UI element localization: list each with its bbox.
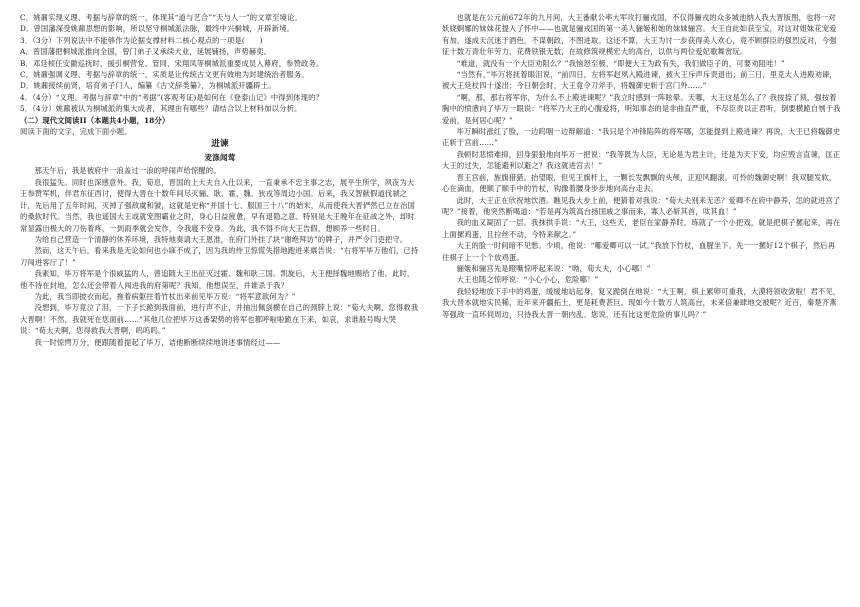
article-paragraph: 我的血又凝固了一层。我抹拱手说：“大王，这些天，老臣在家静养时，练就了一个小把戏，就是把棋子摞起来，再在上面摞鸡蛋，且拉丝不动，今特来献之。” — [442, 218, 841, 239]
article-paragraph: “啊，那，那右将军你，为什么不上殿进谏呢？”我立时感到一阵眩晕。天哪，大王这是怎么了？我按捺了须，强按着胸中的愤懑向了毕万一眼说：“将军乃大王的心腹爱将，明知事态的是非曲直严重，不尽臣责以正君听，倒要横跪自刎于我爱前，是何居心呢？” — [442, 92, 841, 125]
article-author: 麦涤闻莺 — [204, 153, 236, 163]
article-paragraph: 毕万瞬时涨红了脸，一边呜咽一边辩解道：“我只是个冲锋陷阵的将军哪，怎能提到上殿进谏？再说，大王已将魏御史正斩于宫前……” — [442, 127, 841, 148]
question-3: 3．（3分）下列说法中不能够作为论据支撑材料二核心观点的一项是( ) — [20, 35, 263, 45]
question-3-option-b: B．邓廷桢任安徽巡抚时，援引桐营党、管同、宋翔凤等桐城派重要成员入幕府，参赞政务。 — [20, 58, 324, 68]
reading-instruction: 阅读下面的文字，完成下面小题。 — [20, 127, 132, 137]
article-paragraph: 为此，我当即披衣而起，拖着病躯拄着竹杖出来前见毕万说：“将军意欲何为？” — [34, 291, 296, 301]
article-paragraph: 骊姬和骊宫先是瞪嘴惊呼起来说：“呦，荀大夫，小心哪！” — [456, 263, 651, 273]
article-paragraph: 也就是在公元前672年的九月间，大王番献公率大军攻打骊戎国，不仅得骊戎的众多城池纳入我大晋版图，也将一对妖娆婀娜的妹妹花提入了怀中——也就是骊戎国的第一美人骊姬和她的妹妹骊宫。大王自此如获至宝，对这对姐妹花宠爱有加，遂成天沉迷于酒色，不谋朝政，不图进取。这还不算，大王为讨一步获得美人欢心，竟不顾群臣的强烈反对，今强征十数万青壮年劳力，花费铁银无数，在故修筑规模宏大的高台，以供与两位爱妃歌舞赏玩。 — [442, 13, 837, 57]
article-paragraph: 没想到，毕万竟泣了泪，一下子长跪到我面前，进行声不止，并抽出佩剑横在自己的颈脖上说：“荀大夫啊，您得救我大晋啊！不然，我就死在您面前……”其他几位把毕万这番架势的将军也都呼啦啦跪在下来，如哀，求谁般号啕大哭说：“荀大夫啊，您得救我大晋啊，呜呜呜。” — [20, 303, 419, 336]
article-paragraph: 那天午后，我是被府中一浪盖过一浪的呼闹声给惊醒的。 — [34, 166, 221, 176]
article-paragraph: 然而，这天午后，看来我是无论如何也小寐不成了，因为我的侍卫惊慌失措地跑进来禀告说：“右将军毕万他们，已持刀闯进客厅了！” — [20, 246, 419, 267]
article-paragraph: 我素知，毕万将军是个很威猛的人，曾追随大王出征灭过霍、魏和耿三国。凯旋后，大王便择魏地赐给了他。此时，他不待在封地，怎么还会带着人闯进我的府第呢？我知，他想误至，并谁杀于我？ — [20, 269, 415, 290]
article-paragraph: “难道，就没有一个大臣劝阻么？”我恼怒至极，“即便大王为政有失，我们做臣子的，可要劝阻哇！” — [456, 58, 785, 68]
article-paragraph: 大王也随之惊呼说：“小心小心，危险哪！” — [456, 275, 599, 285]
question-3-option-d: D．姚鼐接续前贤，培育弟子门人，编纂《古文辞类纂》，为桐城派开疆辟土。 — [20, 81, 276, 91]
article-paragraph: 此时，大王正在欣祝地饮酒。瞧见我大步上前，便猜着对我说：“荀大夫别来无恙？爱卿不在府中静养，怎的就进宫了呢？”接着，他突然断喝道：“若是再为筑高台扬国戚之事而来，寡人必斩其首，呔其血！” — [442, 195, 841, 216]
question-5: 5．（4分）姚鼐被认为桐城派的集大成者，其理由有哪些？请结合以上材料加以分析。 — [20, 104, 302, 114]
article-paragraph: 我一时惊愕万分，便跟随着提起了毕万，诘他断断续续地讲述事情经过—— — [34, 337, 281, 347]
question-3-option-a: A．曾国藩把桐城派推向全国，曾门弟子又承续大业，延展铺扬，声势赫奕。 — [20, 47, 272, 57]
article-paragraph: 为给自己营造一个清静的休养环境，我特地奏请大王恩准，在府门外挂了块“谢绝拜访”的牌子，并严令门吏把守。 — [34, 234, 408, 244]
article-paragraph: 我轻轻地放下手中的鸡蛋，缓缓地站起身，复又跪倒在地说：“大王啊，棋上累卵可重我，大漠将领收敛啦！君不见，我大晋本就地实民稀，近年来开疆拓土，更是耗费甚巨。现如今十数万人筑高台，未来倍兼肆地交被呢？近百，秦楚齐燕等强敌一直环伺周边，只待我大晋一朝内乱。您说，还有比这更危险的事儿吗？” — [442, 286, 841, 319]
section-heading: （二）现代文阅读II（本题共4小题，18分） — [20, 115, 170, 125]
article-paragraph: 我很猛失。同时也深感意外。我，荀息，晋国的上大夫自入仕以来，一直秉承不忠主事之志，展平生所学，夙夜为大王参赞军机，伴君东征西讨，使得大晋在十数年间尽灭骊、耿、霍、魏、狄戎等周边小国。后来，我又智献假道伐虢之计，先后用了五年时间，灭掉了强敌虞和虢，这就是史称“并国十七、服国三十八”的始末，从而使我大晋俨然已立在治国的桑软时代。当然，我也遥国大王或就宠图霸业之时，身心日益疲惫，早有退隐之意。特别是大王晚年在征战之外，却时常显露出极大的刀伤着疼，一到雨季就会发作，令我寝不安身。为此，我不得不向大王告假，想顾养一些时日。 — [20, 177, 415, 233]
article-title: 进谏 — [211, 139, 229, 150]
option-d: D．曾国藩深受姚鼐思想的影响，所以坚守桐城派法脉，最终中兴桐城，开辟新境。 — [20, 24, 295, 34]
article-paragraph: “当然有，”毕万将抚着眼泪说，“前四日，左将军赵夙入殿进谏，被大王斥声斥责退出；前三日，里克大人进殿劝谏，被大王廷杖四十遂出；今日朝会时，大王竟令刀斧手，将魏御史斩于宫门外……” — [442, 70, 837, 91]
question-4: 4．（4分）“义理、考据与辞章”中的“考据”(客观考证)是如何在《登泰山记》中得到体现的？ — [20, 92, 323, 102]
question-3-option-c: C．姚鼐强调义理、考据与辞章的统一，实质是让传统古文更有效地为封建统治者服务。 — [20, 70, 309, 80]
article-paragraph: 晋王宫前，旌旗猎猎。抬望眼，但见王旗杆上，一颗长发飘飘的头颅，正迎风翻滚。可怜的魏御史啊！我双腿发软，心在滴血，便顺了顺手中的竹杖，钩像着腰身步步地向高台走去。 — [442, 172, 837, 194]
option-c: C．姚鼐实现义理、考据与辞章的统一，体现其“道与艺合”“天与人一”的文章至境论。 — [20, 13, 302, 22]
left-column — [20, 12, 420, 607]
article-paragraph: 大王的脸一时间暗不见愁。少顷，他说：“哪爱卿可以一试。”我放下竹杖，血腥坐下。先一一摞好12个棋子，然后再往棋子上一个个放鸡蛋。 — [442, 241, 836, 262]
article-paragraph: 我顿时悲愤难抑，回身狠狼地向毕万一把说：“我等既为人臣，无论是为君主计，还是为天下安，均应毁言直谏，匡正大王的过失，怎能避利以避之？我这就进宫去！” — [442, 149, 841, 171]
right-column — [442, 12, 842, 607]
